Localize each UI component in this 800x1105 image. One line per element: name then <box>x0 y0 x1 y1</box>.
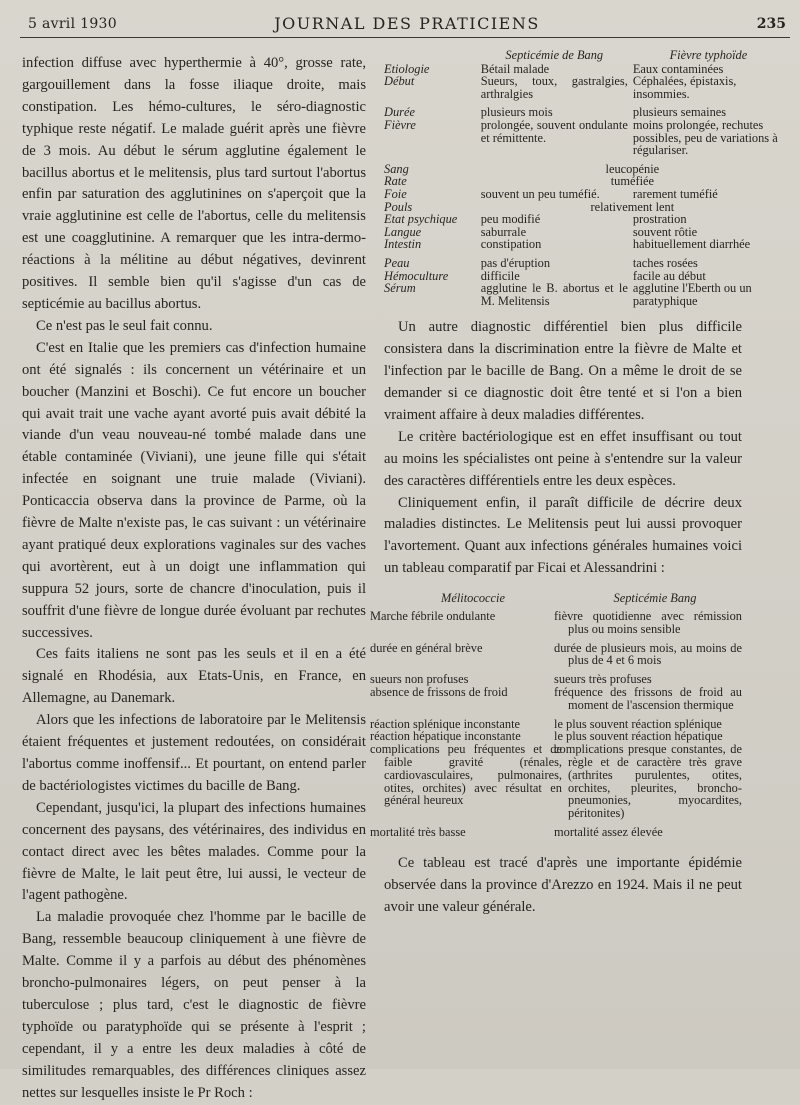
paragraph: Cependant, jusqu'ici, la plupart des infections humaines concernent des paysans, des vétérinaires, des individus en contact direct avec les bêtes malades. Comme pour la fièvre de Malte, le lait peut être, lui aussi, le vecteur de l'agent pathogène. <box>22 799 366 904</box>
table-cell: plusieurs mois <box>480 105 553 120</box>
table-cell: prolongée, souvent ondulante et rémittente. <box>480 117 628 145</box>
table-cell: rarement tuméfié <box>632 186 718 201</box>
column-header: Fièvre typhoïde <box>669 48 748 62</box>
right-prose <box>384 317 742 580</box>
table-cell: durée de plusieurs mois, au moins de plus de 4 et 6 mois <box>554 640 742 668</box>
row-label: Foie <box>384 186 407 201</box>
table-cell: mortalité assez élevée <box>554 824 663 839</box>
page-header <box>28 14 786 36</box>
paragraph: infection diffuse avec hyperthermie à 40°, grosse rate, gargouillement dans la fosse iliaque droite, mais constipation. Les hémo-cultures, le séro-diagnostic typhique reste négatif. Le malade guérit après une fièvre de 3 mois. Au début le sérum agglutine également le bacillus abortus et le melitensis, plus tard surtout l'abortus enfin par saturation des agglutinines on s'aperçoit que la vraie agglutinine est celle de l'abortus, celle du melitensis est une coagglutinine. A remarquer que les intra-dermo-réactions à la mélitine au début négatives, devinrent positives. Il semble bien qu'il s'agisse d'un cas de septicémie au bacillus abortus. <box>22 55 366 312</box>
paragraph: Ce n'est pas le seul fait connu. <box>36 317 213 334</box>
table-cell: taches rosées <box>632 255 698 270</box>
paragraph: Le critère bactériologique est en effet insuffisant ou tout au moins les spécialistes ont peine à s'entendre sur la valeur des caractères différentiels entre les deux espèces. <box>384 428 742 489</box>
column-header: Septicémie Bang <box>613 591 697 606</box>
paragraph: La maladie provoquée chez l'homme par le bacille de Bang, ressemble beaucoup cliniquement à une fièvre de Malte. Comme il y a parfois au début des phénomènes broncho-pulmonaires légers, on peut penser à la tuberculose ; plus tard, c'est le diagnostic de fièvre typhoïde ou paratyphoïde qui se présente à l'esprit ; cependant, il y a entre les deux maladies à côté de similitudes remarquables, des différences cliniques assez nettes sur lesquelles insiste le Pr Roch : <box>22 909 366 1101</box>
paragraph: Un autre diagnostic différentiel bien plus difficile consistera dans la discrimination entre la fièvre de Malte et l'infection par le bacille de Bang. On a même le droit de se demander si ce diagnostic doit être tenté et si l'on a bien vraiment affaire à deux maladies différentes. <box>384 319 742 423</box>
table-cell: Eaux contaminées <box>632 61 724 76</box>
row-label: Hémoculture <box>384 268 449 283</box>
left-column <box>22 53 366 1105</box>
table-cell: moins prolongée, rechutes possibles, peu de variations à régulariser. <box>632 117 778 158</box>
table-cell: Céphalées, épistaxis, insommies. <box>632 74 737 101</box>
paragraph: C'est en Italie que les premiers cas d'infection humaine ont été signalés : ils concernent un vétérinaire et un boucher (Manzini et Boschi). Ce fut encore un boucher qui avait trait une vache ayant avorté puis avait débité la viande d'un veau nouveau-né tombé malade dans une étable contaminée (Viviani), une jeune fille qui s'était infectée en soignant une truie malade (Viviani). Ponticaccia observa dans la province de Parme, où la fièvre de Malte n'existe pas, le cas suivant : un vétérinaire ayant pratiqué deux explorations vaginales sur des vaches qui avortèrent, eut à un doigt une inflammation qui suppura 52 jours, sorte de chancre d'inoculation, puis il souffrit d'une fièvre de longue durée évoluant par rechutes successives. <box>22 339 366 641</box>
table-cell: peu modifié <box>480 212 541 227</box>
row-label: Peau <box>384 255 410 270</box>
row-label: Sérum <box>384 281 416 296</box>
right-column <box>370 48 778 918</box>
table-cell: réaction hépatique inconstante <box>370 729 521 744</box>
table-cell: mortalité très basse <box>370 824 466 839</box>
table-cell: complications presque constantes, de règle et de caractère très grave (arthrites purulentes, otites, orchites, pleurites, broncho-pneumonies, myocardites, péritonites) <box>554 742 742 821</box>
comparison-table-melitococcie-bang <box>370 591 742 839</box>
issue-date: 5 avril 1930 <box>28 16 117 32</box>
comparison-table-bang-typhoid <box>384 49 784 307</box>
table-cell: souvent rôtie <box>632 224 698 239</box>
paragraph: Ces faits italiens ne sont pas les seuls et il en a été signalé en Rhodésia, aux Etats-Unis, en France, en Allemagne, au Danemark. <box>22 646 366 707</box>
paragraph: Cliniquement enfin, il paraît difficile de décrire deux maladies distinctes. Le Melitensis peut lui aussi provoquer l'avortement. Quant aux infections générales humaines voici un tableau comparatif par Ficai et Alessandrini : <box>384 494 742 577</box>
header-rule <box>20 37 790 38</box>
table-cell: sueurs non profuses <box>370 672 469 687</box>
table-cell: Marche fébrile ondulante <box>370 608 496 623</box>
table-cell: le plus souvent réaction splénique <box>554 716 722 731</box>
paragraph: Alors que les infections de laboratoire par le Melitensis étaient fréquentes et justement redoutées, on considérait l'abortus comme inoffensif... Et pourtant, on entend parler de bactériologistes victimes du bacille de Bang. <box>22 712 366 794</box>
table-cell: relativement lent <box>590 199 675 214</box>
table-cell: Bétail malade <box>480 61 550 76</box>
table-cell: saburrale <box>480 224 527 239</box>
column-header: Septicémie de Bang <box>505 48 604 62</box>
page-number: 235 <box>756 16 786 32</box>
table-cell: Sueurs, toux, gastralgies, arthralgies <box>480 74 628 101</box>
table-cell: sueurs très profuses <box>554 672 652 687</box>
table-cell: facile au début <box>632 268 706 283</box>
row-label: Etat psychique <box>384 212 458 227</box>
table-cell: durée en général brève <box>370 640 483 655</box>
table-cell: souvent un peu tuméfié. <box>480 186 600 201</box>
table-cell: fièvre quotidienne avec rémission plus ou moins sensible <box>554 608 742 636</box>
table-cell: leucopénie <box>605 161 660 176</box>
table-cell: pas d'éruption <box>480 255 551 270</box>
table-cell: agglutine le B. abortus et le M. Melitensis <box>480 281 628 308</box>
table-cell: agglutine l'Eberth ou un paratyphique <box>632 281 752 308</box>
table-cell: réaction splénique inconstante <box>370 716 521 731</box>
table-cell: complications peu fréquentes et de faible gravité (rénales, cardiovasculaires, pulmonaires, otites, orchites) avec résultat en général heureux <box>370 742 562 808</box>
row-label: Pouls <box>384 199 413 214</box>
column-header: Mélitococcie <box>441 591 505 606</box>
row-label: Début <box>384 74 415 89</box>
table-cell: constipation <box>480 237 542 252</box>
table-cell: tuméfiée <box>610 174 655 189</box>
journal-title: JOURNAL DES PRATICIENS <box>274 14 540 33</box>
table-cell: absence de frissons de froid <box>370 684 508 699</box>
table-cell: prostration <box>632 212 687 227</box>
row-label: Etiologie <box>384 61 430 76</box>
table-cell: plusieurs semaines <box>632 105 727 120</box>
row-label: Rate <box>384 174 407 189</box>
table-cell: le plus souvent réaction hépatique <box>554 729 723 744</box>
row-label: Langue <box>384 224 422 239</box>
row-label: Intestin <box>384 237 422 252</box>
table-cell: habituellement diarrhée <box>632 237 751 252</box>
row-label: Durée <box>384 105 415 120</box>
table-cell: fréquence des frissons de froid au moment de l'ascension thermique <box>554 684 742 712</box>
row-label: Sang <box>384 161 409 176</box>
row-label: Fièvre <box>384 117 416 132</box>
table-cell: difficile <box>480 268 520 283</box>
closing-prose <box>384 853 742 919</box>
paragraph: Ce tableau est tracé d'après une importante épidémie observée dans la province d'Arezzo en 1924. Mais il ne peut avoir une valeur générale. <box>384 854 742 915</box>
